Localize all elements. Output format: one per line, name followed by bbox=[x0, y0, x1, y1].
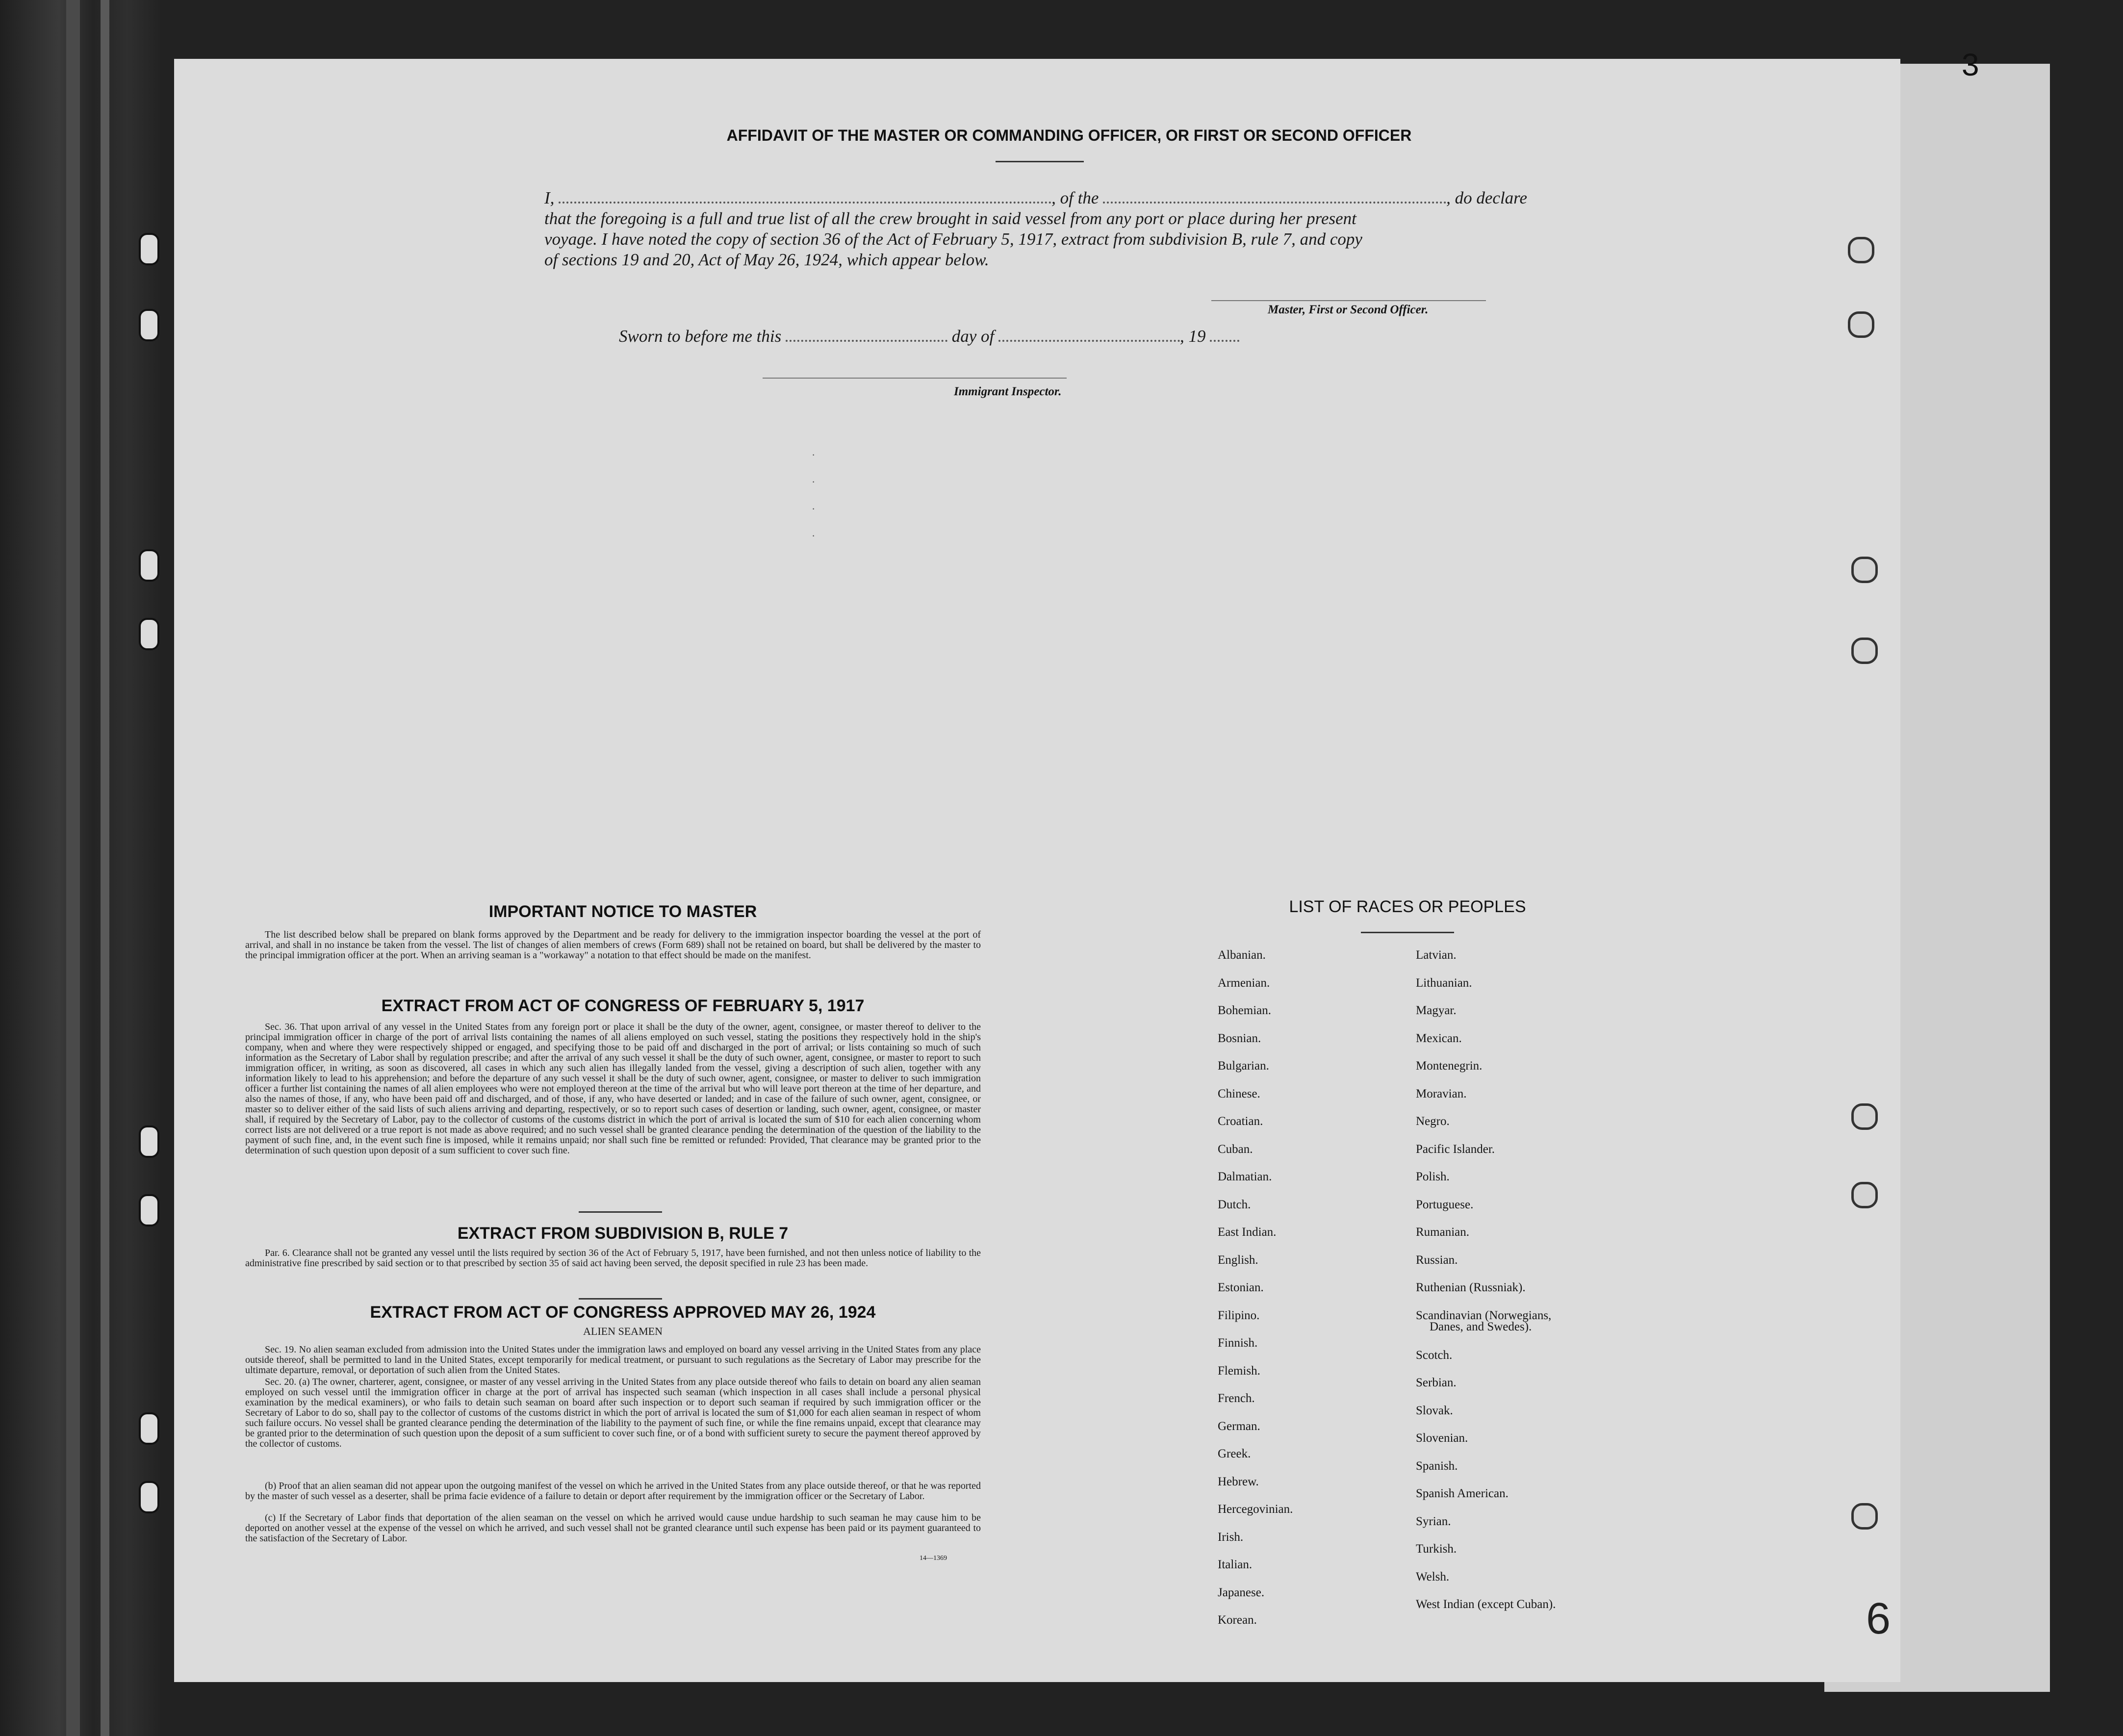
rivet bbox=[1851, 1503, 1878, 1530]
race-item: Latvian. bbox=[1416, 948, 1457, 962]
race-item: Bulgarian. bbox=[1218, 1059, 1269, 1072]
race-item: Bosnian. bbox=[1218, 1031, 1261, 1045]
race-item: German. bbox=[1218, 1419, 1260, 1433]
race-item: Spanish American. bbox=[1416, 1487, 1509, 1500]
sworn-label: Sworn to before me this bbox=[619, 327, 782, 346]
section-20a: Sec. 20. (a) The owner, charterer, agent, consignee, or master of any vessel arriving in the United States from any place outside thereof who fails to detain on board any alien seaman employed on such vessel until the immigration officer in charge at the port of arrival has inspected such seaman (which inspection in all cases shall include a personal physical examination by the medical examiners), or who fails to detain such seaman on board after such inspection or to deport such seaman if required by such immigration officer or the Secretary of Labor to do so, shall pay to the collector of customs of the customs district in which the port of arrival is located the sum of $1,000 for each alien seaman in respect of whom such failure occurs. No vessel shall be granted clearance pending the determination of the liability to the payment of such fine, or while the fine remains unpaid, except that clearance may be granted prior to the determination of such question upon the deposit of a sum sufficient to cover such fine, or of a bond with sufficient surety to secure the payment thereof approved by the collector of customs. bbox=[245, 1377, 981, 1449]
race-item: Slovak. bbox=[1416, 1404, 1453, 1417]
race-item: Moravian. bbox=[1416, 1087, 1467, 1100]
form-number: 14—1369 bbox=[920, 1555, 947, 1562]
race-item: Irish. bbox=[1218, 1530, 1244, 1544]
race-item: Japanese. bbox=[1218, 1585, 1265, 1599]
race-item: Croatian. bbox=[1218, 1115, 1263, 1128]
page-number: 3 bbox=[1962, 47, 1979, 82]
extract-1924-title: EXTRACT FROM ACT OF CONGRESS APPROVED MAY 26, 1924 bbox=[370, 1303, 876, 1322]
affidavit-of-the: , of the bbox=[1051, 188, 1099, 207]
affidavit-line-4: of sections 19 and 20, Act of May 26, 1924, which appear below. bbox=[544, 250, 989, 269]
binder-hole bbox=[139, 309, 159, 341]
rivet bbox=[1848, 311, 1874, 338]
rivet bbox=[1851, 638, 1878, 664]
rivet bbox=[1851, 557, 1878, 583]
race-item: Hercegovinian. bbox=[1218, 1503, 1293, 1516]
section-20c: (c) If the Secretary of Labor finds that deportation of the alien seaman on the vessel on which he arrived would cause undue hardship to such seaman he may cause him to be deported on another vessel at the expense of the vessel on which he arrived, and such vessel shall not be granted clearance until such expense has been paid or its payment guaranteed to the satisfaction of the Secretary of Labor. bbox=[245, 1512, 981, 1544]
race-item: Syrian. bbox=[1416, 1514, 1451, 1528]
race-item: West Indian (except Cuban). bbox=[1416, 1598, 1556, 1611]
race-item: Turkish. bbox=[1416, 1542, 1457, 1556]
extract-rule7-body: Par. 6. Clearance shall not be granted any vessel until the lists required by section 36 of the Act of February 5, 1917, have been furnished, and not then unless notice of liability to the administrative fine prescribed by said section or to that prescribed by section 35 of said act having been served, the deposit specified in rule 23 has been made. bbox=[245, 1248, 981, 1269]
month-blank bbox=[998, 340, 1180, 342]
race-item: Mexican. bbox=[1416, 1031, 1462, 1045]
section-19: Sec. 19. No alien seaman excluded from admission into the United States under the immigration laws and employed on board any vessel arriving in the United States from any place outside thereof, shall be permitted to land in the United States, except temporarily for medical treatment, or pursuant to such regulations as the Secretary of Labor may prescribe for the ultimate departure, removal, or deportation of such alien from the United States. bbox=[245, 1344, 981, 1376]
faint-mark: · bbox=[812, 449, 816, 461]
faint-mark: · bbox=[812, 503, 816, 515]
signature-line bbox=[1211, 300, 1486, 301]
race-item: Armenian. bbox=[1218, 976, 1270, 990]
race-item: Magyar. bbox=[1416, 1004, 1457, 1017]
master-signature-label: Master, First or Second Officer. bbox=[1268, 303, 1429, 316]
notice-body: The list described below shall be prepared on blank forms approved by the Department and be ready for delivery to the immigration inspector boarding the vessel at the port of arrival, and shall in no instance be taken from the vessel. The list of changes of alien members of crews (Form 689) shall not be retained on board, but shall be delivered by the master to the principal immigration officer at the port. When an arriving seaman is a "workaway" a notation to that effect should be made on the manifest. bbox=[245, 929, 981, 961]
race-item: Serbian. bbox=[1416, 1376, 1457, 1389]
race-item: Scotch. bbox=[1416, 1348, 1453, 1362]
race-item: Welsh. bbox=[1416, 1570, 1450, 1583]
day-blank bbox=[786, 340, 947, 342]
rivet bbox=[1848, 237, 1874, 263]
race-item: Chinese. bbox=[1218, 1087, 1260, 1100]
race-item: Filipino. bbox=[1218, 1308, 1260, 1322]
race-item: Greek. bbox=[1218, 1447, 1251, 1460]
inspector-line bbox=[763, 378, 1067, 379]
race-item: Slovenian. bbox=[1416, 1431, 1468, 1445]
race-item: Korean. bbox=[1218, 1613, 1257, 1627]
rivet bbox=[1851, 1182, 1878, 1208]
day-of-label: day of bbox=[951, 327, 995, 346]
race-item: Italian. bbox=[1218, 1558, 1253, 1571]
races-right-column bbox=[1416, 942, 1556, 1619]
race-item: Spanish. bbox=[1416, 1459, 1458, 1473]
race-item: Flemish. bbox=[1218, 1364, 1260, 1378]
extract-1917-title: EXTRACT FROM ACT OF CONGRESS OF FEBRUARY 5, 1917 bbox=[381, 996, 865, 1015]
rivet bbox=[1851, 1103, 1878, 1130]
binder-hole bbox=[139, 1481, 159, 1513]
faint-mark: · bbox=[812, 530, 816, 542]
races-left-column bbox=[1218, 942, 1293, 1634]
section-20b: (b) Proof that an alien seaman did not appear upon the outgoing manifest of the vessel on which he arrived in the United States from any place outside thereof, or that he was reported by the master of such vessel as a deserter, shall be prima facie evidence of a failure to detain or deport after requirement by the immigration officer or the Secretary of Labor. bbox=[245, 1481, 981, 1502]
race-item: English. bbox=[1218, 1253, 1258, 1267]
sworn-line bbox=[619, 326, 1239, 347]
inspector-label: Immigrant Inspector. bbox=[954, 385, 1062, 398]
film-strip bbox=[66, 0, 80, 1736]
faint-mark: · bbox=[812, 476, 816, 488]
binder-hole bbox=[139, 618, 159, 650]
race-item: Cuban. bbox=[1218, 1142, 1253, 1156]
binder-hole bbox=[139, 1125, 159, 1158]
race-item: Scandinavian (Norwegians, bbox=[1416, 1308, 1552, 1322]
affidavit-do-declare: , do declare bbox=[1446, 188, 1528, 207]
race-item: Lithuanian. bbox=[1416, 976, 1472, 990]
race-item: Rumanian. bbox=[1416, 1225, 1470, 1239]
affidavit-line-1 bbox=[544, 187, 1527, 209]
race-item: Pacific Islander. bbox=[1416, 1142, 1495, 1156]
vessel-blank bbox=[1103, 202, 1446, 204]
race-item: Hebrew. bbox=[1218, 1475, 1259, 1488]
races-title: LIST OF RACES OR PEOPLES bbox=[1289, 897, 1526, 916]
race-item: Danes, and Swedes). bbox=[1430, 1320, 1532, 1333]
extract-1917-body: Sec. 36. That upon arrival of any vessel in the United States from any foreign port or place it shall be the duty of the owner, agent, consignee, or master thereof to deliver to the principal immigration officer in charge of the port of arrival lists containing the names of all aliens employed on such vessel, stating the positions they respectively hold in the ship's company, when and where they were respectively shipped or engaged, and specifying those to be paid off and discharged in the port of arrival; or lists containing so much of such information as the Secretary of Labor shall by regulation prescribe; and after the arrival of any such vessel it shall be the duty of such owner, agent, consignee, or master to report to such immigration officer, in writing, as soon as discovered, all cases in which any such alien has illegally landed from the vessel, giving a description of such alien, together with any information likely to lead to his apprehension; and before the departure of any such vessel it shall be the duty of such owner, agent, consignee, or master to deliver to such immigration officer a further list containing the names of all alien employees who were not employed thereon at the time of the arrival but who will leave port thereon at the time of her departure, and also the names of those, if any, who have been paid off and discharged, and of those, if any, who have deserted or landed; and in case of the failure of such owner, agent, consignee, or master so to deliver either of the said lists of such aliens arriving and departing, respectively, or so to report such cases of desertion or landing, such owner, agent, consignee, or master shall, if required by the Secretary of Labor, pay to the collector of customs of the customs district in which the port of arrival is located the sum of $10 for each alien concerning whom correct lists are not delivered or a true report is not made as above required; and no such vessel shall be granted clearance pending the determination of the question of the liability to the payment of such fine, and, in the event such fine is imposed, while it remains unpaid; nor shall such fine be remitted or refunded: Provided, That clearance may be granted prior to the determination of such question upon deposit of a sum sufficient to cover such fine. bbox=[245, 1021, 981, 1156]
race-item: Albanian. bbox=[1218, 948, 1266, 962]
affidavit-title: AFFIDAVIT OF THE MASTER OR COMMANDING OFFICER, OR FIRST OR SECOND OFFICER bbox=[726, 127, 1412, 144]
alien-seamen-subtitle: ALIEN SEAMEN bbox=[583, 1325, 663, 1337]
affidavit-line-3: voyage. I have noted the copy of section 36 of the Act of February 5, 1917, extract from subdivision B, rule 7, and copy bbox=[544, 230, 1362, 249]
race-item: Dalmatian. bbox=[1218, 1170, 1272, 1183]
race-item: Dutch. bbox=[1218, 1198, 1251, 1211]
race-item: Finnish. bbox=[1218, 1336, 1258, 1350]
notice-title: IMPORTANT NOTICE TO MASTER bbox=[488, 902, 757, 921]
binder-hole bbox=[139, 549, 159, 582]
race-item: Portuguese. bbox=[1416, 1198, 1474, 1211]
binder-hole bbox=[139, 1194, 159, 1226]
race-item: Polish. bbox=[1416, 1170, 1450, 1183]
divider bbox=[579, 1211, 662, 1213]
film-strip bbox=[101, 0, 109, 1736]
year-label: , 19 bbox=[1179, 327, 1206, 346]
affidavit-line-2: that the foregoing is a full and true list of all the crew brought in said vessel from any port or place during her present bbox=[544, 209, 1356, 228]
binder-hole bbox=[139, 1412, 159, 1445]
race-item: Ruthenian (Russniak). bbox=[1416, 1281, 1526, 1294]
race-item: Estonian. bbox=[1218, 1281, 1264, 1294]
race-item: East Indian. bbox=[1218, 1225, 1277, 1239]
binder-hole bbox=[139, 233, 159, 265]
divider bbox=[579, 1298, 662, 1300]
affidavit-i: I, bbox=[544, 188, 555, 207]
handwritten-mark: 6 bbox=[1866, 1594, 1891, 1643]
race-item: French. bbox=[1218, 1392, 1255, 1405]
race-item: Bohemian. bbox=[1218, 1004, 1272, 1017]
race-item: Montenegrin. bbox=[1416, 1059, 1483, 1072]
race-item: Negro. bbox=[1416, 1115, 1450, 1128]
race-item: Russian. bbox=[1416, 1253, 1458, 1267]
divider bbox=[996, 161, 1084, 162]
name-blank bbox=[559, 202, 1051, 204]
divider bbox=[1361, 932, 1454, 933]
extract-rule7-title: EXTRACT FROM SUBDIVISION B, RULE 7 bbox=[457, 1224, 789, 1243]
year-blank bbox=[1210, 340, 1239, 342]
